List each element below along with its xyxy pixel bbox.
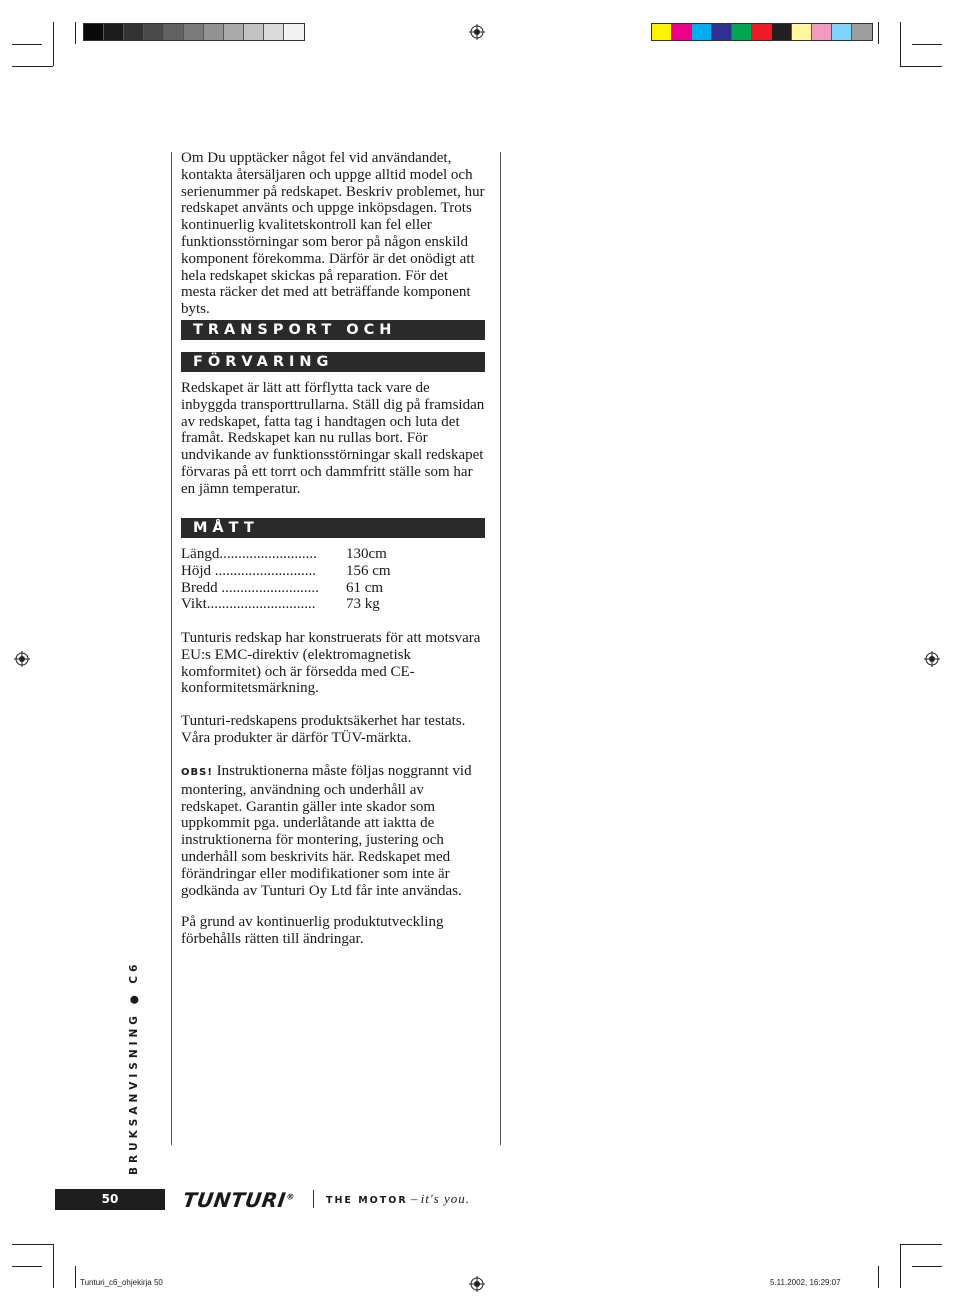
- crop-mark: [75, 1266, 76, 1288]
- obs-text-block: [181, 763, 485, 899]
- obs-label: OBS!: [181, 767, 213, 778]
- crop-mark: [900, 1244, 942, 1245]
- dimension-row: [181, 563, 485, 580]
- obs-text: Instruktionerna måste följas noggrannt vid montering, användning och underhåll av redskapet. Garantin gäller inte skador som uppkommit pga. underlåtande att iaktta de instruktionerna för montering, justering och underhåll som beskrivits här. Redskapet med förändringar eller modifikationer som inte är godkända av Tunturi Oy Ltd får inte användas.: [181, 763, 472, 899]
- heading-transport-line2: FÖRVARING: [181, 352, 485, 372]
- calibration-swatch: [792, 24, 812, 40]
- crop-mark: [900, 1244, 901, 1288]
- crop-mark: [878, 22, 879, 44]
- calibration-swatch: [264, 24, 284, 40]
- dimension-label: Vikt.............................: [181, 596, 316, 613]
- heading-transport-line1: TRANSPORT OCH: [181, 320, 485, 340]
- dimension-label: Höjd ...........................: [181, 562, 316, 579]
- calibration-swatch: [224, 24, 244, 40]
- calibration-swatch: [672, 24, 692, 40]
- calibration-swatch: [244, 24, 264, 40]
- calibration-swatch: [84, 24, 104, 40]
- calibration-swatch: [752, 24, 772, 40]
- crop-mark: [12, 44, 42, 45]
- dimension-value: 73 kg: [346, 596, 380, 613]
- calibration-swatch: [812, 24, 832, 40]
- registration-mark-icon: [14, 651, 30, 667]
- dimension-row: [181, 546, 485, 563]
- tunturi-logo: [181, 1188, 296, 1212]
- calibration-swatch: [732, 24, 752, 40]
- crop-mark: [75, 22, 76, 44]
- logo-separator: [313, 1190, 314, 1208]
- right-column-rule: [500, 152, 501, 1145]
- calibration-swatch: [104, 24, 124, 40]
- tuv-text: Tunturi-redskapens produktsäkerhet har testats. Våra produkter är därför TÜV-märkta.: [181, 713, 466, 746]
- calibration-swatch: [204, 24, 224, 40]
- calibration-swatch: [712, 24, 732, 40]
- dimension-value: 61 cm: [346, 579, 384, 596]
- crop-mark: [878, 1266, 879, 1288]
- dimension-label: Längd..........................: [181, 546, 317, 562]
- emc-paragraph: [181, 630, 485, 697]
- tagline-dash: –: [407, 1191, 421, 1206]
- dimension-row: [181, 596, 485, 613]
- logo-text: TUNTURI: [181, 1188, 288, 1212]
- crop-mark: [12, 1266, 42, 1267]
- crop-mark: [53, 1244, 54, 1288]
- calibration-swatch: [124, 24, 144, 40]
- crop-mark: [912, 1266, 942, 1267]
- dimension-value: 156 cm: [346, 562, 391, 579]
- dimension-row: [181, 580, 485, 597]
- crop-mark: [53, 22, 54, 66]
- calibration-swatch: [284, 24, 304, 40]
- calibration-swatch: [692, 24, 712, 40]
- crop-mark: [900, 66, 942, 67]
- calibration-swatch: [164, 24, 184, 40]
- dimension-label: Bredd ..........................: [181, 579, 319, 596]
- obs-paragraph: [181, 763, 485, 899]
- calibration-swatch: [144, 24, 164, 40]
- calibration-swatch: [772, 24, 792, 40]
- dimension-value: 130cm: [346, 546, 387, 562]
- registration-mark-icon: [924, 651, 940, 667]
- calibration-swatch: [832, 24, 852, 40]
- heading-matt: MÅTT: [181, 518, 485, 538]
- calibration-swatch: [652, 24, 672, 40]
- tagline: [326, 1191, 470, 1207]
- print-footer-left: Tunturi_c6_ohjekirja 50: [80, 1278, 163, 1287]
- tuv-paragraph: [181, 713, 485, 747]
- change-text: På grund av kontinuerlig produktutveckling förbehålls rätten till ändringar.: [181, 914, 444, 947]
- color-calibration-bar: [651, 23, 873, 41]
- logo-registered-mark: ®: [285, 1192, 296, 1202]
- crop-mark: [900, 22, 901, 66]
- grey-calibration-bar: [83, 23, 305, 41]
- dimensions-table: [181, 546, 485, 613]
- intro-text: Om Du upptäcker något fel vid användandet, kontakta återsäljaren och uppge alltid model och serienummer på redskapet. Beskriv problemet, hur redskapet använts och uppge inköpsdagen. Trots kontinuerlig kvalitetskontroll kan fel eller funktionsstörningar som beror på någon enskild komponent förekomma. Därför är det onödigt att hela redskapet skickas på reparation. För det mesta räcker det med att beträffande komponent byts.: [181, 150, 485, 318]
- tagline-bold: THE MOTOR: [326, 1195, 408, 1206]
- transport-text: Redskapet är lätt att förflytta tack vare de inbyggda transporttrullarna. Ställ dig på framsidan av redskapet, fatta tag i handtagen och luta det framåt. Redskapet kan nu rullas bort. För undvikande av funktionsstörningar skall redskapet förvaras på ett torrt och dammfritt ställe som har en jämn temperatur.: [181, 380, 485, 497]
- calibration-swatch: [184, 24, 204, 40]
- crop-mark: [12, 1244, 53, 1245]
- page-number: 50: [55, 1189, 165, 1210]
- calibration-swatch: [852, 24, 872, 40]
- registration-mark-icon: [469, 24, 485, 40]
- left-column-rule: [171, 152, 172, 1145]
- crop-mark: [12, 66, 53, 67]
- change-paragraph: [181, 914, 485, 948]
- tagline-italic: it's you.: [420, 1191, 470, 1206]
- transport-paragraph: [181, 380, 485, 498]
- intro-paragraph: [181, 150, 485, 318]
- print-footer-right: 5.11.2002, 16:29:07: [770, 1278, 841, 1287]
- registration-mark-icon: [469, 1276, 485, 1292]
- crop-mark: [912, 44, 942, 45]
- emc-text: Tunturis redskap har konstruerats för att motsvara EU:s EMC-direktiv (elektromagnetisk komformitet) och är försedda med CE-konformitetsmärkning.: [181, 630, 481, 697]
- side-label: BRUKSANVISNING ● C6: [128, 960, 140, 1175]
